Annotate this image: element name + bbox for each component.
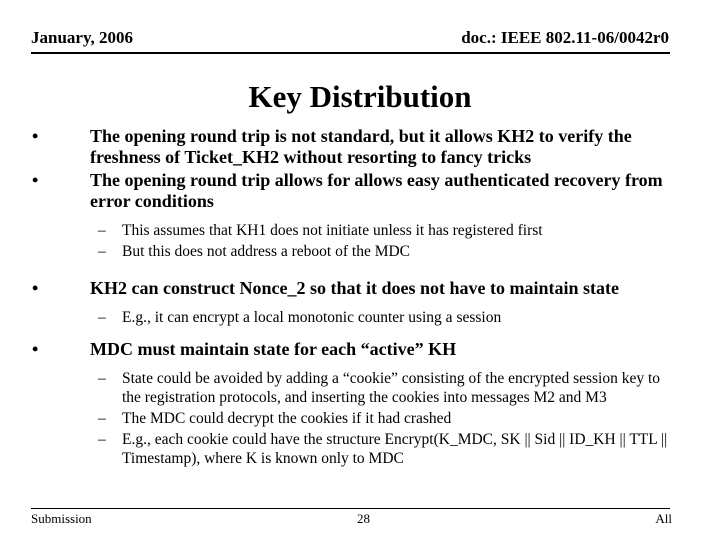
sub-bullet-text: State could be avoided by adding a “cookie” consisting of the encrypted session key to the registration protocols, and inserting the cookies into messages M2 and M3 [122,370,661,406]
bullet-text: The opening round trip is not standard, but it allows KH2 to verify the freshness of Ticket_KH2 without resorting to fancy tricks [90,126,632,167]
footer-author: All [655,511,672,526]
bullet-text: KH2 can construct Nonce_2 so that it does not have to maintain state [90,278,619,298]
dash-icon: – [98,222,106,239]
sub-bullet-item [32,221,672,240]
dash-icon: – [98,370,106,387]
bullet-icon: • [32,339,39,359]
sub-bullet-text: E.g., each cookie could have the structure Encrypt(K_MDC, SK || Sid || ID_KH || TTL || Timestamp), where K is known only to MDC [122,431,668,467]
bullet-item [32,170,672,212]
header-divider [31,52,670,54]
dash-icon: – [98,243,106,260]
dash-icon: – [98,410,106,427]
bullet-icon: • [32,170,39,190]
footer-divider [31,508,670,509]
bullet-item [32,278,672,299]
bullet-item [32,339,672,360]
header-doc-id: doc.: IEEE 802.11-06/0042r0 [461,28,669,47]
sub-bullet-text: The MDC could decrypt the cookies if it had crashed [122,410,452,427]
sub-bullet-text: But this does not address a reboot of the MDC [122,243,411,260]
slide-body [32,126,672,468]
sub-bullet-text: This assumes that KH1 does not initiate unless it has registered first [122,222,543,239]
sub-bullet-text: E.g., it can encrypt a local monotonic counter using a session [122,309,502,326]
dash-icon: – [98,309,106,326]
bullet-item [32,126,672,168]
bullet-icon: • [32,126,39,146]
sub-bullet-item [32,369,672,407]
bullet-text: The opening round trip allows for allows easy authenticated recovery from error conditions [90,170,663,211]
sub-bullet-item [32,242,672,261]
bullet-icon: • [32,278,39,298]
footer-submission: Submission [31,511,92,526]
sub-bullet-item [32,430,672,468]
dash-icon: – [98,431,106,448]
bullet-text: MDC must maintain state for each “active” KH [90,339,457,359]
slide-title: Key Distribution [248,79,472,114]
sub-bullet-item [32,308,672,327]
sub-bullet-item [32,409,672,428]
header-date: January, 2006 [31,28,134,47]
footer-page-number: 28 [357,511,370,526]
